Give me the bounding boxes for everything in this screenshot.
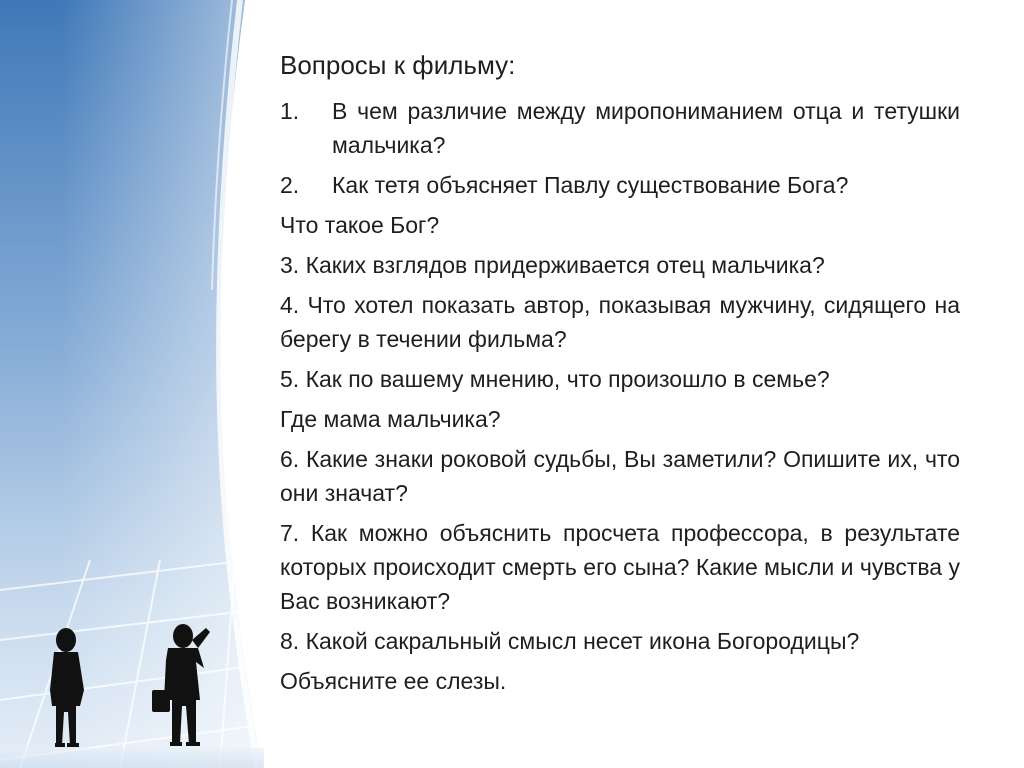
question-text: 4. Что хотел показать автор, показывая мужчину, сидящего на берегу в течении фильма? [280,292,960,352]
question-text: В чем различие между миропониманием отца и тетушки мальчика? [332,98,960,158]
slide-title: Вопросы к фильму: [280,50,516,80]
question-text: 3. Каких взглядов придерживается отец мальчика? [280,252,825,278]
question-text: Где мама мальчика? [280,406,501,432]
question-text: Объясните ее слезы. [280,668,507,694]
question-text: 5. Как по вашему мнению, что произошло в семье? [280,366,830,392]
question-text: Что такое Бог? [280,212,440,238]
content-area [280,50,960,704]
question-number: 2. [280,172,300,198]
question-text: 6. Какие знаки роковой судьбы, Вы заметили? Опишите их, что они значат? [280,446,960,506]
question-item [280,94,960,162]
question-item [280,168,960,202]
question-number: 1. [280,98,300,124]
question-text: Как тетя объясняет Павлу существование Бога? [332,172,849,198]
question-text: 8. Какой сакральный смысл несет икона Богородицы? [280,628,860,654]
question-text: 7. Как можно объяснить просчета профессора, в результате которых происходит смерть его сына? Какие мысли и чувства у Вас возникают? [280,520,960,614]
